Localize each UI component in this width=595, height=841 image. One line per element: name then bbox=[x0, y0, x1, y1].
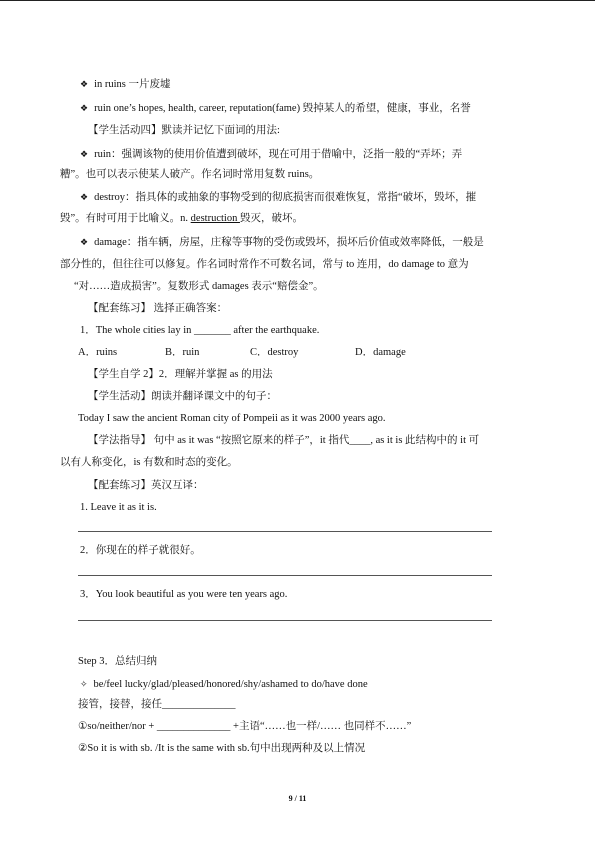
summary-take-over: 接管，接替，接任______________ bbox=[78, 699, 236, 710]
ruin-definition: ❖ ruin：强调该物的使用价值遭到破坏，现在可用于借喻中，泛指一般的“弄坏；弄 bbox=[80, 149, 463, 160]
option-d: D．damage bbox=[355, 347, 406, 358]
summary-so-neither-nor: ①so/neither/nor + ______________ +主语“……也一样/…… 也同样不……” bbox=[78, 721, 412, 732]
option-b: B．ruin bbox=[165, 347, 200, 358]
page-number: 9 / 11 bbox=[288, 794, 307, 803]
diamond-outline-icon: ✧ bbox=[80, 679, 88, 689]
destroy-definition: ❖ destroy：指具体的或抽象的事物受到的彻底损害而很难恢复，常指“破坏，毁坏，摧 bbox=[80, 192, 477, 203]
destruction-term: destruction bbox=[190, 213, 240, 224]
summary-be-feel: ✧ be/feel lucky/glad/pleased/honored/shy/ashamed to do/have done bbox=[80, 679, 368, 690]
translate-item-2: 2．你现在的样子就很好。 bbox=[80, 545, 201, 556]
option-a: A．ruins bbox=[78, 347, 118, 358]
question-1: 1．The whole cities lay in _______ after the earthquake. bbox=[80, 325, 320, 336]
translation-practice-heading: 【配套练习】英汉互译： bbox=[88, 480, 204, 491]
summary-so-it-is: ②So it is with sb. /It is the same with sb.句中出现两种及以上情况 bbox=[78, 743, 366, 754]
destroy-definition-cont: 毁”。有时可用于比喻义。n. destruction 毁灭，破坏。 bbox=[60, 213, 303, 224]
activity-four-heading: 【学生活动四】默读并记忆下面词的用法: bbox=[88, 125, 280, 136]
answer-line-2 bbox=[78, 575, 492, 576]
top-rule bbox=[0, 0, 595, 1]
pompeii-sentence: Today I saw the ancient Roman city of Pompeii as it was 2000 years ago. bbox=[78, 413, 386, 424]
damage-definition-cont: 部分性的，但往往可以修复。作名词时常作不可数名词，常与 to 连用，do damage to 意为 bbox=[60, 259, 469, 270]
answer-line-3 bbox=[78, 620, 492, 621]
study-guide: 【学法指导】 句中 as it was “按照它原来的样子”，it 指代____, as it is 此结构中的 it 可 bbox=[88, 435, 480, 446]
diamond-icon: ❖ bbox=[80, 79, 89, 89]
diamond-icon: ❖ bbox=[80, 149, 89, 159]
answer-line-1 bbox=[78, 531, 492, 532]
diamond-icon: ❖ bbox=[80, 103, 89, 113]
translate-item-3: 3．You look beautiful as you were ten years ago. bbox=[80, 589, 288, 600]
self-study-2-heading: 【学生自学 2】2．理解并掌握 as 的用法 bbox=[88, 369, 273, 380]
bullet-ruin-hopes: ❖ ruin one’s hopes, health, career, reputation(fame) 毁掉某人的希望，健康，事业，名誉 bbox=[80, 103, 471, 114]
practice-heading: 【配套练习】 选择正确答案： bbox=[88, 303, 228, 314]
damage-definition: ❖ damage：指车辆，房屋，庄稼等事物的受伤或毁坏，损坏后价值或效率降低，一般是 bbox=[80, 237, 484, 248]
bullet-in-ruins: ❖ in ruins 一片废墟 bbox=[80, 79, 171, 90]
study-guide-cont: 以有人称变化，is 有数和时态的变化。 bbox=[60, 457, 238, 468]
diamond-icon: ❖ bbox=[80, 192, 89, 202]
diamond-icon: ❖ bbox=[80, 237, 89, 247]
step-3-heading: Step 3．总结归纳 bbox=[78, 656, 158, 667]
damage-definition-end: “对……造成损害”。复数形式 damages 表示“赔偿金”。 bbox=[74, 281, 324, 292]
ruin-definition-cont: 糟”。也可以表示使某人破产。作名词时常用复数 ruins。 bbox=[60, 169, 320, 180]
translate-item-1: 1. Leave it as it is. bbox=[80, 502, 157, 513]
option-c: C．destroy bbox=[250, 347, 299, 358]
student-activity-heading: 【学生活动】朗读并翻译课文中的句子： bbox=[88, 391, 277, 402]
